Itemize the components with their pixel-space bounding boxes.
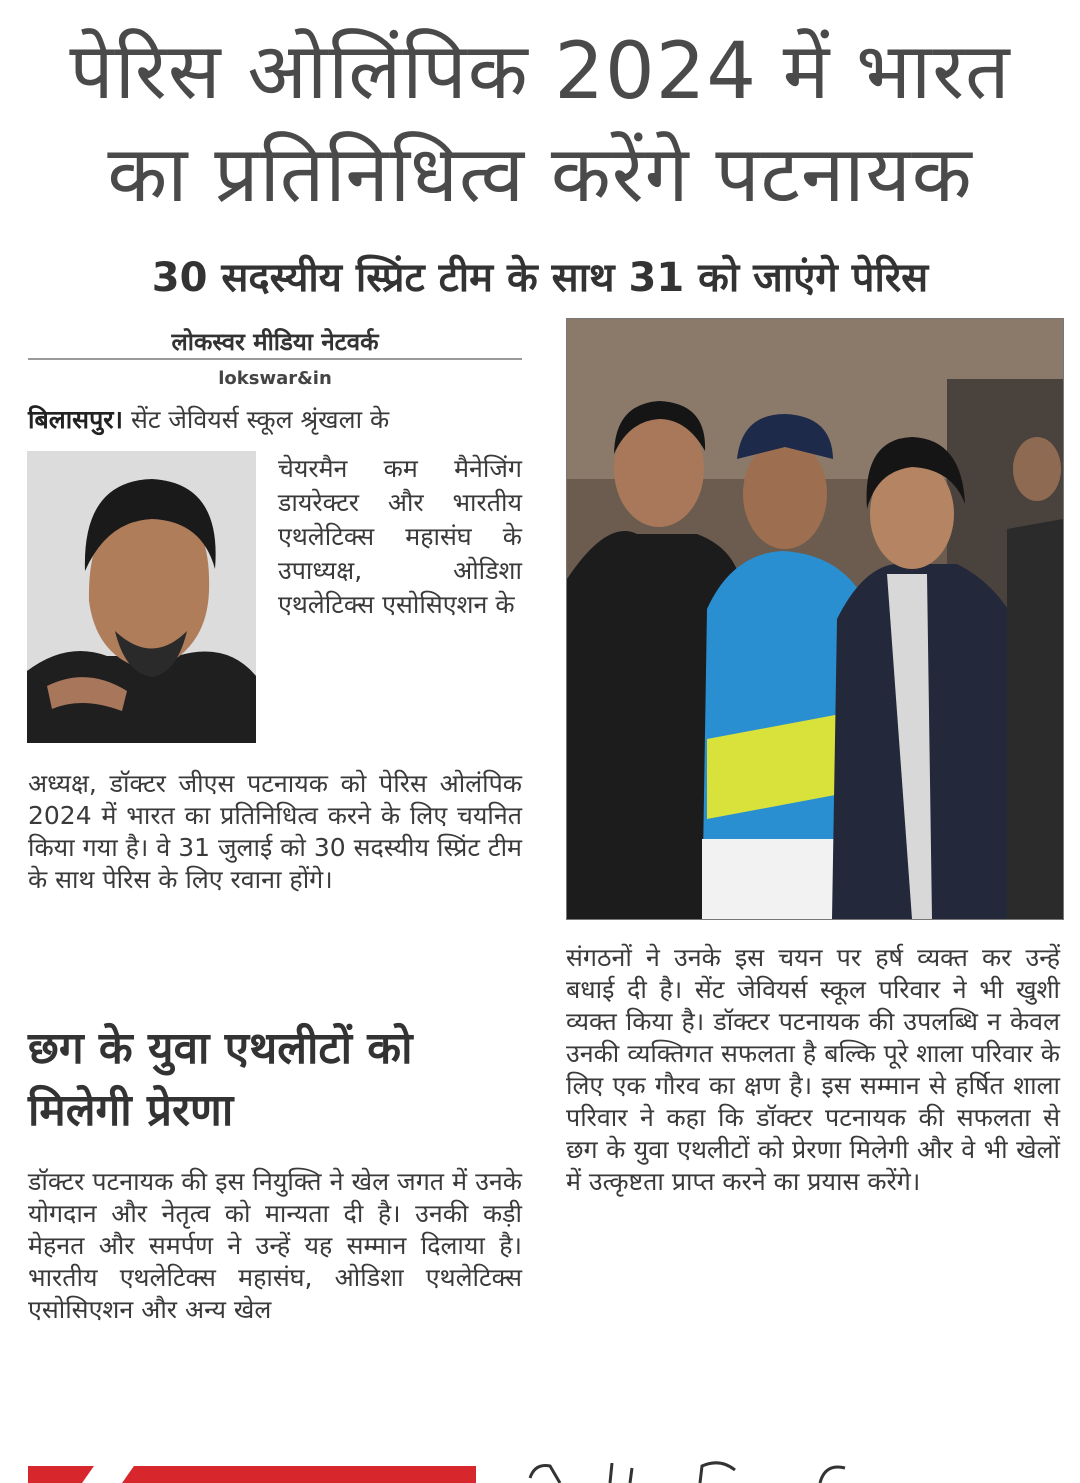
lead-first-line <box>28 404 522 436</box>
website-credit: lokswar&in <box>218 368 332 389</box>
lead-side-column: चेयरमैन कम मैनेजिंग डायरेक्टर और भारतीय एथलेटिक्स महासंघ के उपाध्यक्ष, ओडिशा एथलेटिक्स एसोसिएशन के <box>278 454 522 619</box>
dateline-place: बिलासपुर। <box>28 405 123 434</box>
byline: लोकस्वर मीडिया नेटवर्क <box>171 328 379 356</box>
headline-line-2: का प्रतिनिधित्व करेंगे पटनायक <box>107 130 973 220</box>
right-column-paragraph: संगठनों ने उनके इस चयन पर हर्ष व्यक्त कर उन्हें बधाई दी है। सेंट जेवियर्स स्कूल परिवार ने भी खुशी व्यक्त किया है। डॉक्टर पटनायक की उपलब्धि न केवल उनकी व्यक्तिगत सफलता है बल्कि पूरे शाला परिवार के लिए एक गौरव का क्षण है। इस सम्मान से हर्षित शाला परिवार ने कहा कि डॉक्टर पटनायक की सफलता से छग के युवा एथलीटों को प्रेरणा मिलेगी और वे भी खेलों में उत्कृष्टता प्राप्त करने का प्रयास करेंगे। <box>566 943 1060 1196</box>
next-article-fragment <box>520 1458 900 1483</box>
subheadline: 30 सदस्यीय स्प्रिंट टीम के साथ 31 को जाएंगे पेरिस <box>151 255 929 301</box>
lead-first-text: सेंट जेवियर्स स्कूल श्रृंखला के <box>130 405 390 434</box>
headline-line-1: पेरिस ओलिंपिक 2024 में भारत <box>69 27 1011 117</box>
byline-rule <box>28 358 522 360</box>
section-subhead: छग के युवा एथलीटों को मिलेगी प्रेरणा <box>28 1023 413 1136</box>
lead-continuation: अध्यक्ष, डॉक्टर जीएस पटनायक को पेरिस ओलंपिक 2024 में भारत का प्रतिनिधित्व करने के लिए चयनित किया गया है। वे 31 जुलाई को 30 सदस्यीय स्प्रिंट टीम के साथ पेरिस के लिए रवाना होंगे। <box>28 769 522 894</box>
left-column-paragraph: डॉक्टर पटनायक की इस नियुक्ति ने खेल जगत में उनके योगदान और नेतृत्व को मान्यता दी है। उनकी कड़ी मेहनत और समर्पण ने उन्हें यह सम्मान दिलाया है। भारतीय एथलेटिक्स महासंघ, ओडिशा एथलेटिक्स एसोसिएशन और अन्य खेल <box>28 1167 522 1324</box>
group-photo <box>566 318 1064 920</box>
portrait-photo <box>27 451 256 743</box>
red-banner-bar <box>28 1466 476 1483</box>
